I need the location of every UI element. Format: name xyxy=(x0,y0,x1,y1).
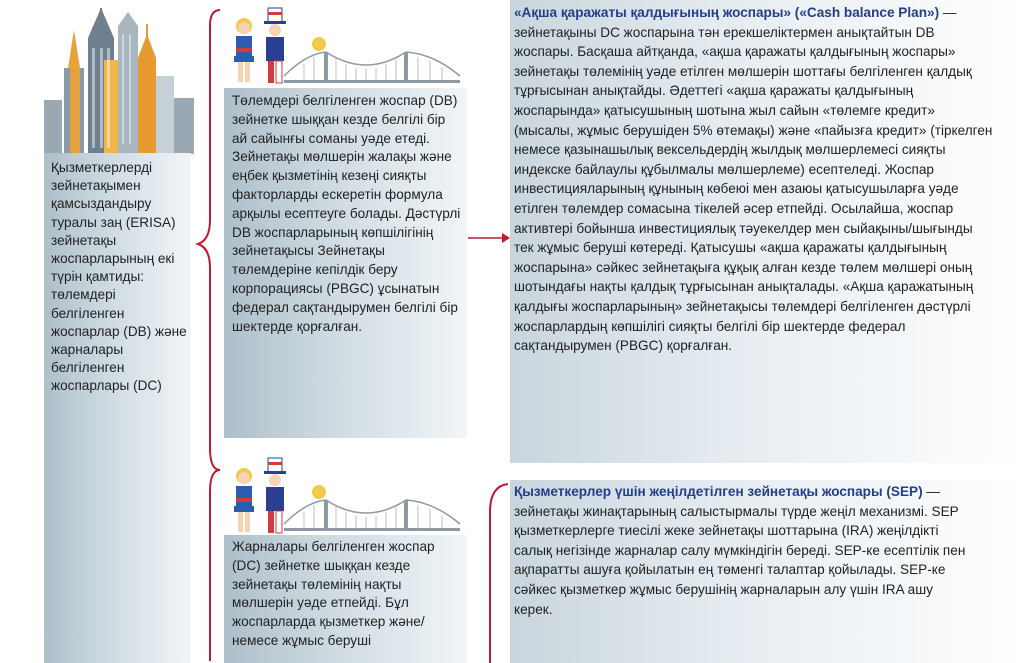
cash-balance-text xyxy=(514,3,994,356)
cash-balance-panel xyxy=(510,0,1024,463)
dc-plan-panel xyxy=(224,535,467,663)
sep-panel xyxy=(510,480,1024,663)
skyline-icon xyxy=(44,8,194,154)
bridge-icon xyxy=(284,494,460,538)
dc-plan-text: Жарналары белгіленген жоспар (DC) зейнетке шыққан кезде зейнетақы төлемінің нақты мөлшерін уәде етпейді. Бұл жоспарларда қызметкер және/немесе жұмыс беруші xyxy=(232,539,435,648)
erisa-text: Қызметкерлерді зейнетақымен қамсыздандыру туралы заң (ERISA) зейнетақы жоспарларының екі түрін қамтиды: төлемдері белгіленген жоспарлар (DB) және жарналары белгіленген жоспарлары (DC) xyxy=(51,160,187,394)
sep-text xyxy=(514,482,974,619)
sep-connector xyxy=(484,482,510,663)
erisa-panel xyxy=(44,153,191,663)
sep-title: Қызметкерлер үшін жеңілдетілген зейнетақы жоспары (SEP) xyxy=(514,484,923,499)
arrow-icon xyxy=(468,228,510,248)
sep-body: — зейнетақы жинақтарының салыстырмалы түрде жеңіл механизмі. SEP қызметкерлерге тиесілі жеке зейнетақы шоттарына (IRA) жеңілдікті салық негізінде жарналар салу мүмкіндігін береді. SEP-ке есептілік пен ақпаратты ашуға қойылатын ең төменгі талаптар қойылады. SEP-ке сәйкес қызметкер жұмыс берушінің жарналарын алу үшін IRA ашу керек. xyxy=(514,484,966,617)
cash-balance-title: «Ақша қаражаты қалдығының жоспары» («Cash balance Plan») xyxy=(514,5,940,20)
brace-connector xyxy=(196,8,226,663)
bridge-icon xyxy=(284,46,460,90)
db-plan-panel xyxy=(224,88,467,438)
cash-balance-body: — зейнетақыны DC жоспарына тән ерекшеліктермен анықтайтын DB жоспары. Басқаша айтқанда, «ақша қаражаты қалдығының жоспары» зейнетақы төлемінің уәде етілген мөлшерін шоттағы белгіленген қалдық тұрғысынан анықтайды. Әдеттегі «ақша қаражаты қалдығының жоспарында» қатысушының шотына жыл сайын «төлемге кредит» (мысалы, жұмыс берушіден 5% өтемақы) және «пайызға кредит» (тіркелген немесе қазынашылық вексельдердің жылдық мөлшерлемесі сияқты индекске байлаулы құбылмалы мөлшерлеме) есептеледі. Жоспар инвестицияларының құнының көбеюі мен азаюы қатысушыларға уәде етілген төлемдер сомасына тікелей әсер етпейді. Осылайша, жоспар активтері бойынша инвестициялық тәуекелдер мен сыйақыны/шығынды тек жұмыс беруші көтереді. Қатысушы «ақша қаражаты қалдығының жоспарына» сәйкес зейнетақыға құқық алған кезде төлем мөлшері оның шотындағы нақты қалдық тұрғысынан анықталады. «Ақша қаражатының қалдығы жоспарларының» зейнетақысы төлемдері белгіленген дәстүрлі жоспарлардың көпшілігі сияқты белгілі бір шектерде федерал сақтандырумен (PBGC) қорғалған. xyxy=(514,5,993,354)
db-plan-text: Төлемдері белгіленген жоспар (DB) зейнетке шыққан кезде белгілі бір ай сайынғы соманы уәде етеді. Зейнетақы мөлшерін жалақы және еңбек қызметінің кезеңі сияқты факторларды ескеретін формула арқылы есептеуге болады. Дәстүрлі DB жоспарларының көпшілігінің зейнетақысы Зейнетақы төлемдеріне кепілдік беру корпорациясы (PBGC) ұсынатын федерал сақтандырумен белгілі бір шектерде қорғалған. xyxy=(232,93,461,334)
